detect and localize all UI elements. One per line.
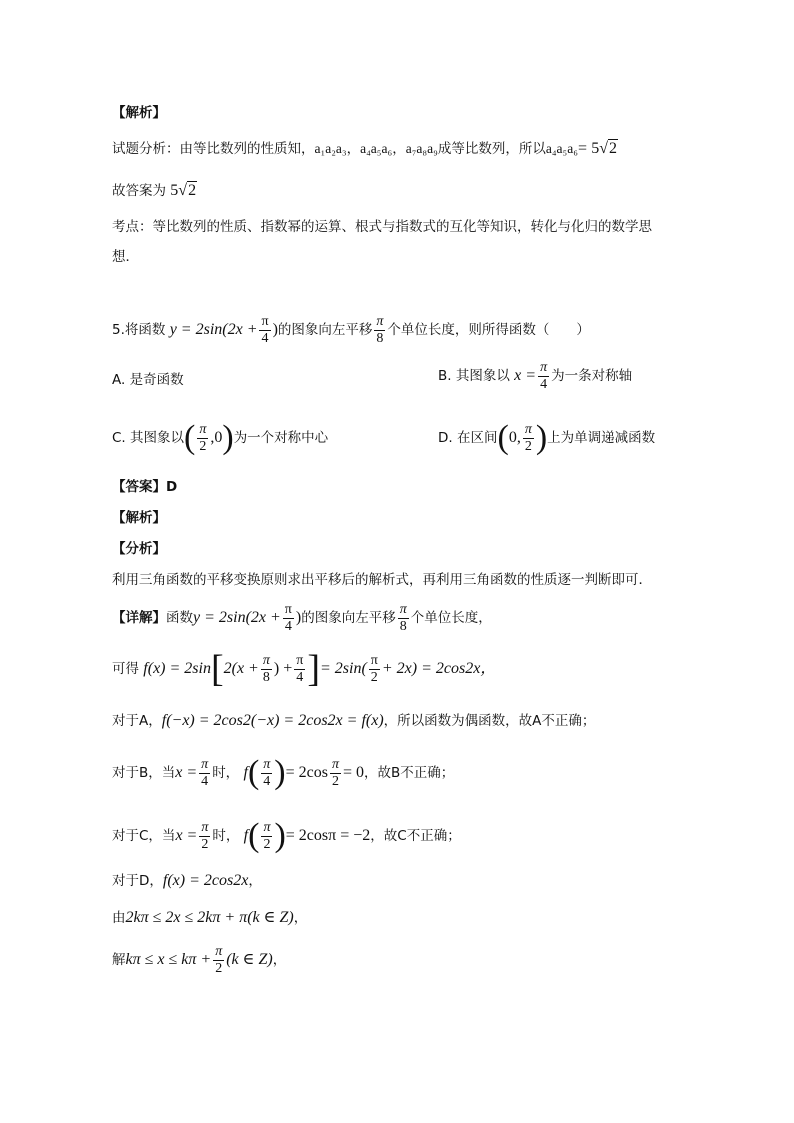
option-d: D. 在区间(0, $\frac{\pi}{2}$ )上为单调递减函数	[438, 419, 656, 456]
analysis-sqrt: √2	[599, 140, 618, 157]
you-line	[112, 907, 307, 929]
analysis-text	[112, 138, 618, 160]
dui-b-prefix: 对于B，当	[112, 765, 176, 781]
dui-c-x: x =	[175, 827, 198, 844]
analysis-eq: =	[577, 140, 587, 157]
analysis-prefix: 试题分析：由等比数列的性质知，	[112, 141, 315, 157]
analysis-term-2: a₄a₅a₆，	[360, 141, 406, 156]
option-b-prefix: B. 其图象以	[438, 368, 510, 384]
option-a: A. 是奇函数	[112, 372, 184, 388]
xiangjie-mid: 的图象向左平移	[301, 610, 396, 626]
option-d-frac: $\frac{\pi}{2}$	[524, 421, 532, 454]
jie-math: kπ ≤ x ≤ kπ +	[125, 951, 212, 968]
answer-line	[112, 180, 197, 202]
jie-frac: $\frac{\pi}{2}$	[215, 943, 223, 976]
dui-a-suffix: ，所以函数为偶函数，故A不正确；	[383, 713, 596, 729]
xiangjie-func: y = 2sin(2x +	[193, 609, 281, 626]
dui-b-frac-1: $\frac{\pi}{4}$	[201, 756, 209, 789]
dui-b-x: x =	[175, 764, 198, 781]
jie-suffix: ，	[272, 952, 287, 968]
xiangjie-line: 【详解】函数y = 2sin(2x + $\frac{\pi}{4}$ )的图象向左平移 $\frac{\pi}{8}$ 个单位长度，	[112, 601, 492, 634]
q5-close: )	[272, 321, 278, 338]
dui-c-frac-1: $\frac{\pi}{2}$	[201, 819, 209, 852]
kede-eq2: + 2x) = 2cos2x，	[381, 660, 497, 677]
option-b-x: x =	[514, 367, 537, 384]
q5-suffix: 个单位长度，则所得函数（ ）	[387, 322, 590, 338]
dui-b-suffix: ，故B不正确；	[364, 765, 455, 781]
you-prefix: 由	[112, 910, 126, 926]
dui-a-line	[112, 710, 595, 732]
q5-func: y = 2sin(2x +	[169, 321, 258, 338]
dui-c-f: f	[243, 827, 249, 844]
dui-c-suffix: ，故C不正确；	[370, 828, 461, 844]
dui-b-eq: = 2cos	[285, 764, 328, 781]
kede-frac-pi-4: $\frac{\pi}{4}$	[296, 652, 304, 685]
xiangjie-suffix: 个单位长度，	[410, 610, 492, 626]
dui-c-frac-2: $\frac{\pi}{2}$	[263, 819, 271, 852]
dui-b-frac-2: $\frac{\pi}{4}$	[263, 756, 271, 789]
analysis-coef: 5	[591, 140, 600, 157]
dui-a-prefix: 对于A，	[112, 713, 162, 729]
xiangjie-prefix: 函数	[166, 610, 193, 626]
q5-frac-pi-4: $\frac{\pi}{4}$	[261, 313, 269, 346]
option-c: C. 其图象以( $\frac{\pi}{2}$ ,0)为一个对称中心	[112, 419, 329, 456]
kede-frac-pi-2: $\frac{\pi}{2}$	[370, 652, 378, 685]
kede-frac-pi-8: $\frac{\pi}{8}$	[262, 652, 270, 685]
dui-c-shi: 时，	[212, 828, 240, 844]
option-b-frac: $\frac{\pi}{4}$	[540, 359, 548, 392]
xiangjie-frac-pi-8: $\frac{\pi}{8}$	[399, 601, 407, 634]
kede-line: 可得 f(x) = 2sin[2(x + $\frac{\pi}{8}$ ) + $\frac{\pi}{4}$ ]= 2sin( $\frac{\pi}{2}$ + 2x) = 2cos2x，	[112, 648, 497, 690]
jie-line	[112, 940, 286, 980]
kede-prefix: 可得	[112, 661, 139, 677]
q5-prefix: 5.将函数	[112, 322, 166, 338]
fenxi-label: 【分析】	[112, 541, 166, 557]
option-d-suffix: 上为单调递减函数	[547, 430, 656, 446]
question-5	[112, 313, 590, 347]
kede-eq: = 2sin(	[319, 660, 367, 677]
option-c-frac: $\frac{\pi}{2}$	[199, 421, 207, 454]
dui-d-suffix: ，	[248, 873, 262, 889]
kaodian-line-1: 考点：等比数列的性质、指数幂的运算、根式与指数式的互化等知识，转化与化归的数学思	[112, 219, 652, 235]
analysis-term-1: a₁a₂a₃，	[314, 141, 361, 156]
you-suffix: ，	[293, 910, 308, 926]
dui-b-shi: 时，	[212, 765, 240, 781]
analysis-header: 【解析】	[112, 105, 166, 121]
dui-b-f: f	[243, 764, 248, 781]
fenxi-text: 利用三角函数的平移变换原则求出平移后的解析式，再利用三角函数的性质逐一判断即可．	[112, 572, 652, 588]
option-b	[438, 356, 632, 396]
answer-sqrt: √2	[178, 182, 197, 199]
dui-d-line	[112, 870, 262, 892]
dui-b-frac-3: $\frac{\pi}{2}$	[331, 756, 339, 789]
xiangjie-frac-pi-4: $\frac{\pi}{4}$	[284, 601, 292, 634]
q5-frac-pi-8: $\frac{\pi}{8}$	[376, 313, 384, 346]
kede-inner1: 2(x +	[223, 660, 259, 677]
dui-d-prefix: 对于D，	[112, 873, 163, 889]
dui-c-line: 对于C，当x = $\frac{\pi}{2}$ 时， f( $\frac{\pi}{2}$ )= 2cosπ = −2，故C不正确；	[112, 817, 461, 854]
kede-inner2: ) +	[273, 660, 293, 677]
option-d-prefix: D. 在区间	[438, 430, 498, 446]
analysis-term-result: a₄a₅a₆	[545, 141, 578, 156]
jiexi-label: 【解析】	[112, 510, 166, 526]
dui-c-prefix: 对于C，当	[112, 828, 176, 844]
analysis-term-3: a₇a₈a₉	[405, 141, 438, 156]
q5-mid: 的图象向左平移	[277, 322, 373, 338]
option-c-prefix: C. 其图象以	[112, 430, 185, 446]
option-c-zero: ,0	[210, 429, 223, 446]
you-math: 2kπ ≤ 2x ≤ 2kπ + π(k ∈ Z)	[125, 909, 294, 926]
kaodian-line-2: 想．	[112, 249, 139, 265]
answer-coef: 5	[170, 182, 179, 199]
xiangjie-label: 【详解】	[112, 610, 166, 626]
dui-b-eq2: = 0	[342, 764, 365, 781]
option-b-suffix: 为一条对称轴	[551, 368, 633, 384]
jie-math2: (k ∈ Z)	[226, 951, 273, 968]
option-c-suffix: 为一个对称中心	[233, 430, 329, 446]
answer-label: 【答案】D	[112, 479, 178, 495]
dui-c-eq: = 2cosπ = −2	[285, 827, 371, 844]
analysis-mid: 成等比数列，所以	[437, 141, 546, 157]
jie-prefix: 解	[112, 952, 126, 968]
answer-prefix: 故答案为	[112, 183, 166, 199]
option-d-zero: 0,	[508, 429, 521, 446]
dui-a-math: f(−x) = 2cos2(−x) = 2cos2x = f(x)	[161, 712, 384, 729]
kede-f: f(x) = 2sin	[143, 660, 211, 677]
dui-d-math: f(x) = 2cos2x	[162, 872, 249, 889]
dui-b-line: 对于B，当x = $\frac{\pi}{4}$ 时， f( $\frac{\pi}{4}$ )= 2cos $\frac{\pi}{2}$ = 0，故B不正确；	[112, 754, 455, 791]
